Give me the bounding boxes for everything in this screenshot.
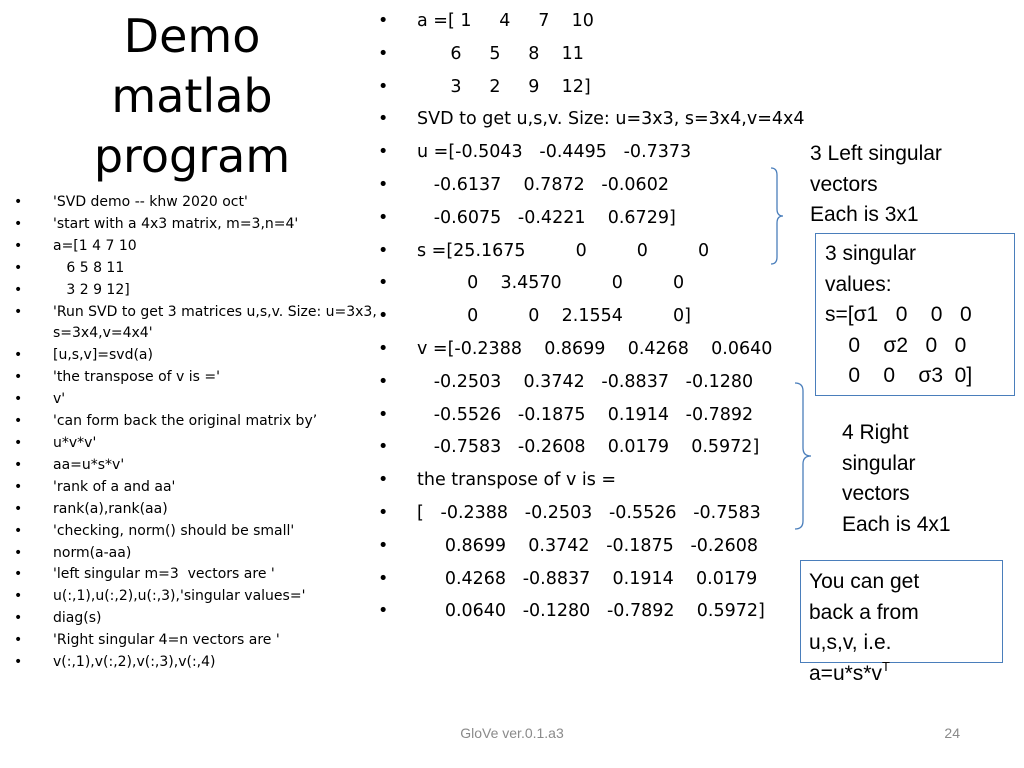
code-line: • u*v*v' bbox=[14, 433, 394, 455]
output-line: • 0.4268 -0.8837 0.1914 0.0179 bbox=[378, 563, 798, 596]
output-line: • -0.5526 -0.1875 0.1914 -0.7892 bbox=[378, 399, 798, 432]
note-line: You can get bbox=[809, 570, 920, 593]
code-line: • 'the transpose of v is =' bbox=[14, 367, 394, 389]
output-line: • 6 5 8 11 bbox=[378, 38, 798, 71]
singular-values-box bbox=[815, 233, 1015, 396]
footer-text: GloVe ver.0.1.a3 bbox=[460, 725, 564, 741]
matlab-code-list bbox=[14, 192, 394, 674]
note-line: vectors bbox=[810, 172, 878, 196]
note-line: 4 Right bbox=[842, 421, 909, 444]
right-singular-note bbox=[842, 418, 1012, 540]
output-line: • 0 3.4570 0 0 bbox=[378, 267, 798, 300]
code-line: • 3 2 9 12] bbox=[14, 280, 394, 302]
output-line: • 0 0 2.1554 0] bbox=[378, 300, 798, 333]
code-line: • 'start with a 4x3 matrix, m=3,n=4' bbox=[14, 214, 394, 236]
transpose-superscript: T bbox=[881, 658, 890, 674]
code-line: • 'rank of a and aa' bbox=[14, 477, 394, 499]
note-line: 3 Left singular bbox=[810, 142, 942, 165]
output-line: • s =[25.1675 0 0 0 bbox=[378, 235, 798, 268]
code-line: • diag(s) bbox=[14, 608, 394, 630]
output-line: • -0.7583 -0.2608 0.0179 0.5972] bbox=[378, 431, 798, 464]
code-line: • v' bbox=[14, 389, 394, 411]
code-line: • aa=u*s*v' bbox=[14, 455, 394, 477]
svd-output-list bbox=[378, 5, 805, 628]
code-line: • 'can form back the original matrix by’ bbox=[14, 411, 394, 433]
left-singular-note bbox=[810, 139, 1010, 231]
note-line: s=[σ1 0 0 0 bbox=[825, 303, 972, 326]
code-line: • [u,s,v]=svd(a) bbox=[14, 345, 394, 367]
output-line: • v =[-0.2388 0.8699 0.4268 0.0640 bbox=[378, 333, 798, 366]
left-singular-brace bbox=[770, 167, 784, 265]
code-line: • a=[1 4 7 10 bbox=[14, 236, 394, 258]
output-line: • 0.0640 -0.1280 -0.7892 0.5972] bbox=[378, 595, 798, 628]
slide-title bbox=[70, 6, 314, 186]
page-number: 24 bbox=[944, 725, 960, 741]
output-line: • -0.2503 0.3742 -0.8837 -0.1280 bbox=[378, 366, 798, 399]
code-line: • 'left singular m=3 vectors are ' bbox=[14, 564, 394, 586]
note-line: values: bbox=[825, 272, 892, 296]
code-line: • rank(a),rank(aa) bbox=[14, 499, 394, 521]
reconstruct-formula bbox=[809, 659, 1002, 690]
code-line: • norm(a-aa) bbox=[14, 543, 394, 565]
output-line: • u =[-0.5043 -0.4495 -0.7373 bbox=[378, 136, 798, 169]
code-line: • 'checking, norm() should be small' bbox=[14, 521, 394, 543]
title-line: program bbox=[93, 129, 291, 183]
title-line: matlab bbox=[111, 69, 273, 123]
output-line: • a =[ 1 4 7 10 bbox=[378, 5, 798, 38]
code-line: • 'SVD demo -- khw 2020 oct' bbox=[14, 192, 394, 214]
output-line: • 0.8699 0.3742 -0.1875 -0.2608 bbox=[378, 530, 798, 563]
output-line: • SVD to get u,s,v. Size: u=3x3, s=3x4,v=4x4 bbox=[378, 103, 798, 136]
code-line: • 6 5 8 11 bbox=[14, 258, 394, 280]
note-line: back a from bbox=[809, 600, 919, 624]
note-line: vectors bbox=[842, 482, 910, 505]
note-line: 0 0 σ3 0] bbox=[825, 364, 973, 387]
output-line: • -0.6075 -0.4221 0.6729] bbox=[378, 202, 798, 235]
code-line: • 'Run SVD to get 3 matrices u,s,v. Size: u=3x3, s=3x4,v=4x4' bbox=[14, 302, 394, 346]
reconstruct-box bbox=[800, 560, 1003, 685]
note-line: Each is 3x1 bbox=[810, 203, 919, 226]
note-line: 0 σ2 0 0 bbox=[825, 333, 967, 357]
note-line: Each is 4x1 bbox=[842, 512, 951, 536]
output-line: • 3 2 9 12] bbox=[378, 71, 798, 104]
code-line: • v(:,1),v(:,2),v(:,3),v(:,4) bbox=[14, 652, 394, 674]
note-line: u,s,v, i.e. bbox=[809, 631, 892, 654]
code-line: • 'Right singular 4=n vectors are ' bbox=[14, 630, 394, 652]
output-line: • [ -0.2388 -0.2503 -0.5526 -0.7583 bbox=[378, 497, 798, 530]
right-singular-brace bbox=[794, 382, 812, 530]
note-line: 3 singular bbox=[825, 242, 917, 265]
output-line: • the transpose of v is = bbox=[378, 464, 798, 497]
title-line: Demo bbox=[123, 9, 261, 63]
code-line: • u(:,1),u(:,2),u(:,3),'singular values=' bbox=[14, 586, 394, 608]
note-line: singular bbox=[842, 451, 916, 475]
output-line: • -0.6137 0.7872 -0.0602 bbox=[378, 169, 798, 202]
formula-text: a=u*s*v bbox=[809, 661, 882, 685]
